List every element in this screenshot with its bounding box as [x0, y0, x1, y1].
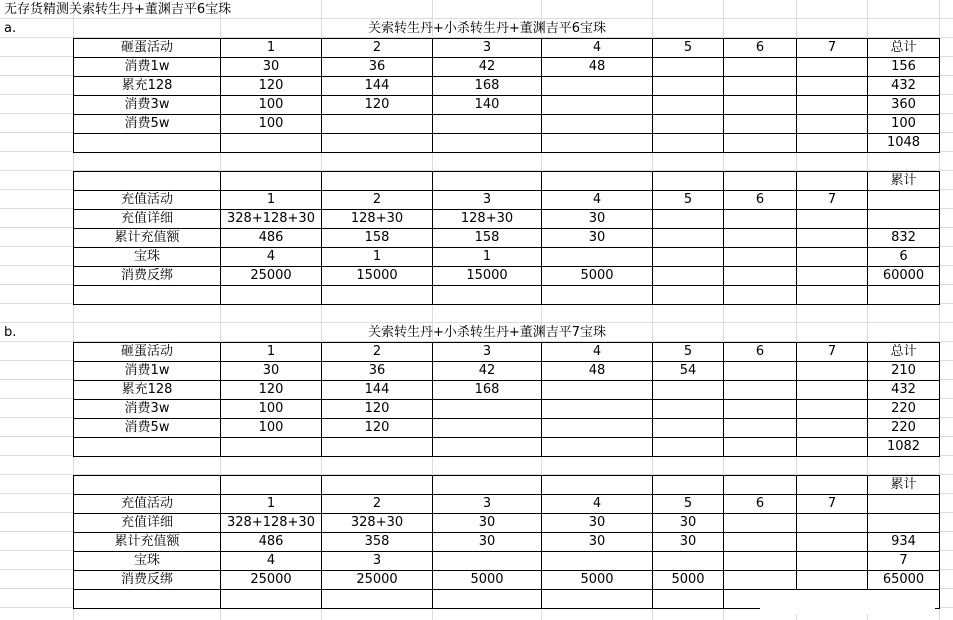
table-cell[interactable]: 7 — [797, 39, 868, 58]
row-header-cell[interactable]: 累充128 — [74, 381, 221, 400]
table-cell[interactable] — [797, 438, 868, 457]
table-cell[interactable] — [542, 419, 653, 438]
table-cell[interactable] — [542, 248, 653, 267]
table-row — [74, 495, 940, 514]
table-cell[interactable] — [653, 172, 724, 191]
table-cell[interactable] — [653, 552, 724, 571]
table-row — [74, 438, 940, 457]
section-a-label[interactable]: a. — [4, 21, 17, 36]
section-b-recharge-table — [73, 475, 940, 609]
table-cell[interactable]: 220 — [868, 400, 940, 419]
table-cell[interactable] — [868, 286, 940, 305]
table-cell[interactable]: 128+30 — [433, 210, 542, 229]
table-cell[interactable]: 3 — [433, 495, 542, 514]
table-cell[interactable]: 120 — [221, 381, 322, 400]
table-cell[interactable] — [724, 381, 797, 400]
table-cell[interactable]: 328+30 — [322, 514, 433, 533]
table-cell[interactable]: 486 — [221, 229, 322, 248]
table-cell[interactable]: 5000 — [542, 571, 653, 590]
table-row — [74, 115, 940, 134]
table-row — [74, 191, 940, 210]
table-cell[interactable]: 168 — [433, 77, 542, 96]
table-cell[interactable] — [433, 590, 542, 609]
table-cell[interactable] — [221, 438, 322, 457]
row-header-cell[interactable] — [74, 590, 221, 609]
table-cell[interactable] — [797, 400, 868, 419]
table-cell[interactable]: 7 — [797, 495, 868, 514]
table-cell[interactable] — [542, 172, 653, 191]
row-header-cell[interactable]: 消费3w — [74, 96, 221, 115]
table-cell[interactable] — [542, 286, 653, 305]
table-cell[interactable]: 328+128+30 — [221, 514, 322, 533]
table-cell[interactable] — [797, 267, 868, 286]
table-cell[interactable] — [653, 115, 724, 134]
table-cell[interactable]: 220 — [868, 419, 940, 438]
table-cell[interactable] — [797, 58, 868, 77]
row-header-cell[interactable]: 充值活动 — [74, 191, 221, 210]
table-cell[interactable] — [653, 381, 724, 400]
row-header-cell[interactable]: 累计充值额 — [74, 229, 221, 248]
row-header-cell[interactable]: 消费1w — [74, 58, 221, 77]
row-header-cell[interactable] — [74, 134, 221, 153]
row-header-cell[interactable]: 消费反绑 — [74, 571, 221, 590]
table-cell[interactable] — [322, 172, 433, 191]
table-cell[interactable]: 6 — [724, 495, 797, 514]
table-cell[interactable]: 832 — [868, 229, 940, 248]
table-row — [74, 381, 940, 400]
table-cell[interactable]: 7 — [868, 552, 940, 571]
table-cell[interactable]: 128+30 — [322, 210, 433, 229]
table-cell[interactable] — [322, 286, 433, 305]
table-cell[interactable] — [542, 552, 653, 571]
table-cell[interactable]: 158 — [322, 229, 433, 248]
table-cell[interactable] — [797, 115, 868, 134]
table-cell[interactable] — [653, 419, 724, 438]
table-cell[interactable]: 100 — [221, 96, 322, 115]
table-cell[interactable] — [724, 248, 797, 267]
table-cell[interactable]: 486 — [221, 533, 322, 552]
table-cell[interactable]: 120 — [221, 77, 322, 96]
table-cell[interactable]: 30 — [653, 514, 724, 533]
row-header-cell[interactable] — [74, 476, 221, 495]
row-header-cell[interactable]: 消费3w — [74, 400, 221, 419]
table-cell[interactable] — [542, 115, 653, 134]
watermark-cover — [760, 590, 935, 614]
row-header-cell[interactable]: 消费5w — [74, 419, 221, 438]
table-cell[interactable] — [221, 590, 322, 609]
table-cell[interactable] — [724, 286, 797, 305]
table-cell[interactable]: 累计 — [868, 172, 940, 191]
table-row — [74, 267, 940, 286]
table-cell[interactable]: 5 — [653, 191, 724, 210]
table-cell[interactable] — [724, 400, 797, 419]
table-cell[interactable] — [653, 476, 724, 495]
table-cell[interactable] — [868, 495, 940, 514]
table-row — [74, 210, 940, 229]
table-cell[interactable]: 30 — [221, 362, 322, 381]
table-cell[interactable] — [724, 267, 797, 286]
table-cell[interactable]: 5000 — [653, 571, 724, 590]
table-cell[interactable] — [797, 172, 868, 191]
table-row — [74, 58, 940, 77]
table-cell[interactable] — [653, 58, 724, 77]
table-cell[interactable] — [433, 400, 542, 419]
table-cell[interactable] — [433, 552, 542, 571]
table-cell[interactable]: 累计 — [868, 476, 940, 495]
table-cell[interactable]: 3 — [433, 39, 542, 58]
table-cell[interactable]: 5 — [653, 495, 724, 514]
row-header-cell[interactable]: 消费1w — [74, 362, 221, 381]
table-cell[interactable]: 1 — [322, 248, 433, 267]
table-cell[interactable]: 210 — [868, 362, 940, 381]
row-header-cell[interactable]: 宝珠 — [74, 248, 221, 267]
table-cell[interactable]: 4 — [221, 552, 322, 571]
table-cell[interactable] — [724, 229, 797, 248]
table-cell[interactable] — [724, 552, 797, 571]
table-cell[interactable]: 168 — [433, 381, 542, 400]
row-header-cell[interactable]: 充值详细 — [74, 210, 221, 229]
table-cell[interactable] — [797, 381, 868, 400]
row-header-cell[interactable]: 累充128 — [74, 77, 221, 96]
table-cell[interactable]: 360 — [868, 96, 940, 115]
table-row — [74, 476, 940, 495]
row-header-cell[interactable]: 充值活动 — [74, 495, 221, 514]
table-cell[interactable] — [322, 115, 433, 134]
table-cell[interactable] — [797, 362, 868, 381]
table-cell[interactable] — [797, 134, 868, 153]
table-cell[interactable]: 7 — [797, 191, 868, 210]
row-header-cell[interactable]: 砸蛋活动 — [74, 39, 221, 58]
table-cell[interactable] — [724, 134, 797, 153]
table-cell[interactable]: 30 — [542, 229, 653, 248]
table-row — [74, 77, 940, 96]
table-cell[interactable] — [724, 571, 797, 590]
table-cell[interactable] — [797, 571, 868, 590]
table-cell[interactable] — [797, 552, 868, 571]
table-cell[interactable]: 144 — [322, 381, 433, 400]
table-cell[interactable]: 4 — [221, 248, 322, 267]
table-cell[interactable] — [653, 438, 724, 457]
table-cell[interactable]: 120 — [322, 96, 433, 115]
table-cell[interactable]: 1 — [221, 343, 322, 362]
table-cell[interactable] — [322, 590, 433, 609]
table-cell[interactable]: 30 — [653, 533, 724, 552]
table-cell[interactable] — [797, 96, 868, 115]
table-cell[interactable] — [724, 362, 797, 381]
table-cell[interactable] — [724, 514, 797, 533]
table-cell[interactable]: 总计 — [868, 343, 940, 362]
table-cell[interactable]: 1 — [221, 39, 322, 58]
table-cell[interactable]: 7 — [797, 343, 868, 362]
table-cell[interactable] — [724, 96, 797, 115]
table-cell[interactable]: 1 — [433, 248, 542, 267]
table-cell[interactable]: 5000 — [433, 571, 542, 590]
table-cell[interactable]: 1048 — [868, 134, 940, 153]
table-cell[interactable]: 5 — [653, 343, 724, 362]
table-cell[interactable]: 54 — [653, 362, 724, 381]
table-row — [74, 39, 940, 58]
table-cell[interactable]: 65000 — [868, 571, 940, 590]
table-cell[interactable] — [797, 77, 868, 96]
table-cell[interactable]: 25000 — [221, 571, 322, 590]
row-header-cell[interactable] — [74, 438, 221, 457]
table-cell[interactable] — [724, 438, 797, 457]
table-cell[interactable]: 1 — [221, 495, 322, 514]
table-row — [74, 172, 940, 191]
table-cell[interactable]: 432 — [868, 381, 940, 400]
table-cell[interactable] — [322, 438, 433, 457]
table-cell[interactable] — [724, 476, 797, 495]
table-cell[interactable]: 934 — [868, 533, 940, 552]
table-row — [74, 134, 940, 153]
table-cell[interactable]: 4 — [542, 39, 653, 58]
table-cell[interactable]: 140 — [433, 96, 542, 115]
table-cell[interactable] — [724, 210, 797, 229]
table-row — [74, 533, 940, 552]
table-cell[interactable] — [797, 514, 868, 533]
table-cell[interactable]: 5 — [653, 39, 724, 58]
table-cell[interactable]: 42 — [433, 362, 542, 381]
table-cell[interactable]: 100 — [221, 400, 322, 419]
table-cell[interactable] — [653, 134, 724, 153]
table-cell[interactable]: 48 — [542, 362, 653, 381]
table-row — [74, 571, 940, 590]
row-header-cell[interactable]: 宝珠 — [74, 552, 221, 571]
table-cell[interactable] — [653, 286, 724, 305]
table-cell[interactable]: 6 — [724, 39, 797, 58]
table-cell[interactable]: 6 — [868, 248, 940, 267]
table-cell[interactable]: 2 — [322, 495, 433, 514]
table-cell[interactable]: 5000 — [542, 267, 653, 286]
table-cell[interactable]: 358 — [322, 533, 433, 552]
table-cell[interactable] — [724, 115, 797, 134]
table-cell[interactable]: 4 — [542, 495, 653, 514]
table-cell[interactable] — [653, 96, 724, 115]
table-cell[interactable]: 30 — [542, 533, 653, 552]
table-cell[interactable]: 4 — [542, 343, 653, 362]
table-cell[interactable]: 6 — [724, 343, 797, 362]
section-b-label[interactable]: b. — [4, 325, 17, 340]
table-cell[interactable] — [542, 77, 653, 96]
table-cell[interactable]: 1082 — [868, 438, 940, 457]
table-cell[interactable] — [433, 134, 542, 153]
table-cell[interactable] — [724, 533, 797, 552]
table-cell[interactable] — [433, 419, 542, 438]
table-cell[interactable]: 100 — [221, 419, 322, 438]
table-cell[interactable]: 2 — [322, 39, 433, 58]
table-cell[interactable] — [797, 248, 868, 267]
table-cell[interactable]: 3 — [433, 191, 542, 210]
table-cell[interactable] — [724, 172, 797, 191]
table-cell[interactable]: 120 — [322, 419, 433, 438]
table-cell[interactable]: 30 — [542, 514, 653, 533]
table-cell[interactable] — [797, 229, 868, 248]
row-header-cell[interactable]: 充值详细 — [74, 514, 221, 533]
table-cell[interactable] — [797, 419, 868, 438]
table-cell[interactable]: 100 — [221, 115, 322, 134]
row-header-cell[interactable]: 消费5w — [74, 115, 221, 134]
row-header-cell[interactable] — [74, 172, 221, 191]
table-cell[interactable] — [433, 172, 542, 191]
table-cell[interactable] — [542, 590, 653, 609]
table-cell[interactable]: 158 — [433, 229, 542, 248]
table-row — [74, 96, 940, 115]
table-cell[interactable] — [433, 438, 542, 457]
table-cell[interactable] — [542, 381, 653, 400]
table-cell[interactable]: 6 — [724, 191, 797, 210]
table-cell[interactable]: 15000 — [433, 267, 542, 286]
table-cell[interactable]: 总计 — [868, 39, 940, 58]
table-cell[interactable] — [322, 476, 433, 495]
table-row — [74, 552, 940, 571]
table-cell[interactable] — [653, 400, 724, 419]
table-cell[interactable] — [221, 172, 322, 191]
section-b-heading[interactable]: 关索转生丹+小杀转生丹+董渊吉平7宝珠 — [367, 325, 607, 340]
table-cell[interactable] — [797, 476, 868, 495]
section-a-recharge-table — [73, 171, 940, 305]
table-cell[interactable]: 4 — [542, 191, 653, 210]
table-row — [74, 286, 940, 305]
table-cell[interactable]: 48 — [542, 58, 653, 77]
table-row — [74, 343, 940, 362]
table-cell[interactable]: 3 — [433, 343, 542, 362]
table-cell[interactable] — [653, 210, 724, 229]
table-cell[interactable]: 36 — [322, 362, 433, 381]
table-cell[interactable]: 30 — [433, 514, 542, 533]
table-cell[interactable] — [433, 476, 542, 495]
table-cell[interactable] — [653, 248, 724, 267]
table-cell[interactable]: 120 — [322, 400, 433, 419]
table-cell[interactable] — [724, 419, 797, 438]
table-cell[interactable] — [797, 210, 868, 229]
table-cell[interactable]: 1 — [221, 191, 322, 210]
table-row — [74, 514, 940, 533]
table-cell[interactable]: 30 — [221, 58, 322, 77]
table-cell[interactable]: 432 — [868, 77, 940, 96]
table-cell[interactable]: 328+128+30 — [221, 210, 322, 229]
table-cell[interactable] — [542, 96, 653, 115]
table-cell[interactable] — [724, 77, 797, 96]
table-cell[interactable] — [542, 134, 653, 153]
table-cell[interactable] — [868, 514, 940, 533]
table-cell[interactable] — [433, 115, 542, 134]
table-cell[interactable] — [868, 210, 940, 229]
table-cell[interactable] — [797, 533, 868, 552]
table-row — [74, 419, 940, 438]
table-cell[interactable] — [724, 58, 797, 77]
section-b-egg-table — [73, 342, 940, 457]
table-cell[interactable] — [221, 134, 322, 153]
table-cell[interactable]: 2 — [322, 343, 433, 362]
table-row — [74, 248, 940, 267]
table-row — [74, 362, 940, 381]
table-cell[interactable]: 36 — [322, 58, 433, 77]
row-header-cell[interactable]: 消费反绑 — [74, 267, 221, 286]
table-cell[interactable]: 30 — [433, 533, 542, 552]
table-cell[interactable] — [542, 400, 653, 419]
table-cell[interactable] — [221, 286, 322, 305]
table-cell[interactable]: 100 — [868, 115, 940, 134]
table-cell[interactable] — [322, 134, 433, 153]
table-cell[interactable] — [797, 286, 868, 305]
table-cell[interactable] — [542, 476, 653, 495]
row-header-cell[interactable]: 砸蛋活动 — [74, 343, 221, 362]
table-row — [74, 400, 940, 419]
table-cell[interactable]: 156 — [868, 58, 940, 77]
table-cell[interactable] — [868, 191, 940, 210]
table-row — [74, 229, 940, 248]
table-cell[interactable]: 2 — [322, 191, 433, 210]
table-cell[interactable]: 15000 — [322, 267, 433, 286]
row-header-cell[interactable] — [74, 286, 221, 305]
table-cell[interactable]: 60000 — [868, 267, 940, 286]
table-cell[interactable] — [542, 438, 653, 457]
table-cell[interactable] — [653, 77, 724, 96]
table-cell[interactable] — [221, 476, 322, 495]
table-cell[interactable]: 25000 — [322, 571, 433, 590]
table-cell[interactable] — [653, 229, 724, 248]
table-cell[interactable]: 25000 — [221, 267, 322, 286]
table-cell[interactable]: 144 — [322, 77, 433, 96]
table-cell[interactable]: 30 — [542, 210, 653, 229]
table-cell[interactable]: 3 — [322, 552, 433, 571]
table-cell[interactable] — [433, 286, 542, 305]
table-cell[interactable] — [653, 267, 724, 286]
section-a-egg-table — [73, 38, 940, 153]
row-header-cell[interactable]: 累计充值额 — [74, 533, 221, 552]
sheet-title[interactable]: 无存货精测关索转生丹+董渊吉平6宝珠 — [4, 2, 232, 17]
section-a-heading[interactable]: 关索转生丹+小杀转生丹+董渊吉平6宝珠 — [367, 21, 607, 36]
table-cell[interactable]: 42 — [433, 58, 542, 77]
table-cell[interactable] — [653, 590, 724, 609]
